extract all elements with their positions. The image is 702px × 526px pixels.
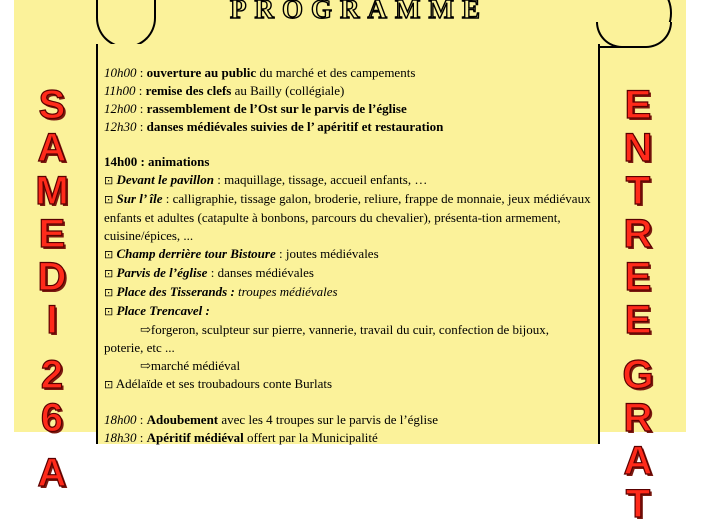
separator: :: [135, 83, 146, 98]
activity-line: [104, 190, 594, 245]
section-heading: [104, 153, 594, 171]
left-letter: 6: [40, 396, 64, 440]
left-letter: S: [38, 83, 66, 127]
right-letter: E: [624, 298, 652, 342]
arrow-icon: ⇨: [140, 358, 151, 373]
left-letter: A: [37, 126, 67, 170]
activity-line: [104, 245, 594, 264]
schedule-line: [104, 411, 594, 429]
sub-activity-line: [104, 339, 594, 357]
checkbox-icon: ⊡: [104, 267, 114, 280]
event-title: remise des clefs: [145, 83, 232, 98]
spacer: [104, 136, 594, 153]
activity-detail: : calligraphie, tissage galon, broderie, reliure, frappe de monnaie, jeux médiévaux enfants et adultes (catapulte à bonbons, parcours du chevalier), présenta-tion armement, cuisine/épices, ...: [104, 191, 591, 243]
activity-line: [104, 171, 594, 190]
time-label: 12h30: [104, 119, 137, 134]
event-title: rassemblement de l’Ost sur le parvis de l’église: [146, 101, 407, 116]
right-letter: T: [625, 169, 651, 213]
left-vertical-text: [22, 84, 82, 495]
right-letter: G: [622, 353, 654, 397]
separator: :: [136, 101, 147, 116]
right-vertical-text: [608, 84, 668, 526]
checkbox-icon: ⊡: [104, 286, 114, 299]
left-letter: M: [35, 169, 69, 213]
activity-detail: : maquillage, tissage, accueil enfants, …: [213, 172, 428, 187]
left-letter: I: [46, 298, 58, 342]
checkbox-icon: ⊡: [104, 248, 114, 261]
separator: :: [136, 412, 147, 427]
left-letter: A: [37, 451, 67, 495]
left-letter: E: [38, 212, 66, 256]
separator: :: [136, 119, 147, 134]
time-label: 18h00: [104, 412, 137, 427]
place-name: Sur l’ île: [116, 191, 163, 206]
sub-activity-text: forgeron, sculpteur sur pierre, vannerie, travail du cuir, confection de bijoux,: [150, 322, 550, 337]
letter-gap: [22, 440, 82, 452]
left-letter: 2: [40, 353, 64, 397]
sub-activity-line: [104, 357, 594, 375]
right-letter: N: [623, 126, 653, 170]
activity-detail: : danses médiévales: [207, 265, 314, 280]
event-detail: avec les 4 troupes sur le parvis de l’église: [218, 412, 438, 427]
activity-detail: Adélaïde et ses troubadours conte Burlats: [115, 376, 333, 391]
activity-line: [104, 283, 594, 302]
schedule-line: [104, 118, 594, 136]
right-letter: E: [624, 255, 652, 299]
place-name: Devant le pavillon: [116, 172, 214, 187]
place-name: Place Trencavel :: [116, 303, 210, 318]
event-detail: du marché et des campements: [256, 65, 416, 80]
event-title: danses médiévales suivies de l’ apéritif et restauration: [146, 119, 444, 134]
right-letter: R: [623, 212, 653, 256]
animations-heading: 14h00 : animations: [104, 154, 210, 169]
page-title: PROGRAMME: [230, 0, 488, 24]
checkbox-icon: ⊡: [104, 193, 114, 206]
sub-activity-text: poterie, etc ...: [104, 340, 175, 355]
activity-detail: troupes médiévales: [234, 284, 338, 299]
spacer: [104, 394, 594, 411]
activity-line: [104, 264, 594, 283]
activity-detail: : joutes médiévales: [275, 246, 379, 261]
separator: :: [136, 65, 147, 80]
sub-activity-text: marché médiéval: [150, 358, 241, 373]
event-title: Adoubement: [146, 412, 219, 427]
schedule-line: [104, 82, 594, 100]
programme-content: [104, 64, 594, 447]
place-name: Champ derrière tour Bistoure: [116, 246, 276, 261]
separator: :: [136, 430, 147, 445]
time-label: 10h00: [104, 65, 137, 80]
checkbox-icon: ⊡: [104, 174, 114, 187]
time-label: 12h00: [104, 101, 137, 116]
event-title: ouverture au public: [146, 65, 257, 80]
time-label: 18h30: [104, 430, 137, 445]
event-title: Apéritif médiéval: [146, 430, 244, 445]
right-letter: E: [624, 83, 652, 127]
checkbox-icon: ⊡: [104, 305, 114, 318]
right-letter: A: [623, 439, 653, 483]
checkbox-icon: ⊡: [104, 378, 114, 391]
activity-line: [104, 375, 594, 394]
schedule-line: [104, 64, 594, 82]
event-detail: offert par la Municipalité: [243, 430, 378, 445]
place-name: Parvis de l’église: [116, 265, 208, 280]
place-name: Place des Tisserands :: [116, 284, 235, 299]
event-detail: au Bailly (collégiale): [231, 83, 345, 98]
left-letter: D: [37, 255, 67, 299]
sub-activity-line: [104, 321, 594, 339]
schedule-line: [104, 100, 594, 118]
arrow-icon: ⇨: [140, 322, 151, 337]
activity-line: [104, 302, 594, 321]
time-label: 11h00: [104, 83, 136, 98]
right-letter: T: [625, 482, 651, 526]
right-letter: R: [623, 396, 653, 440]
